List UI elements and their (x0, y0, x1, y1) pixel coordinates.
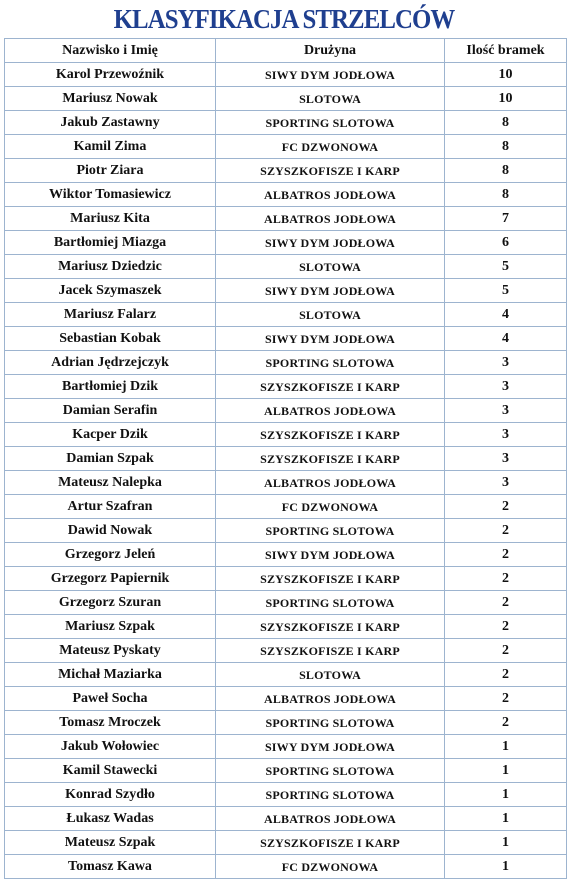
table-row (5, 759, 567, 783)
player-name-cell: Wiktor Tomasiewicz (5, 183, 216, 207)
goal-count-cell: 2 (445, 519, 567, 543)
goal-count-cell: 5 (445, 255, 567, 279)
player-name-cell: Sebastian Kobak (5, 327, 216, 351)
column-header-name: Nazwisko i Imię (5, 39, 216, 63)
table-body (5, 63, 567, 879)
table-row (5, 207, 567, 231)
table-row (5, 687, 567, 711)
player-name-cell: Artur Szafran (5, 495, 216, 519)
team-name-cell: SPORTING SLOTOWA (216, 759, 445, 783)
team-name-cell: SPORTING SLOTOWA (216, 111, 445, 135)
goal-count-cell: 8 (445, 159, 567, 183)
table-row (5, 351, 567, 375)
player-name-cell: Piotr Ziara (5, 159, 216, 183)
goal-count-cell: 2 (445, 687, 567, 711)
goal-count-cell: 4 (445, 327, 567, 351)
table-row (5, 495, 567, 519)
table-row (5, 87, 567, 111)
team-name-cell: SZYSZKOFISZE I KARP (216, 375, 445, 399)
table-row (5, 735, 567, 759)
table-row (5, 471, 567, 495)
player-name-cell: Bartłomiej Dzik (5, 375, 216, 399)
team-name-cell: SLOTOWA (216, 255, 445, 279)
player-name-cell: Konrad Szydło (5, 783, 216, 807)
goal-count-cell: 3 (445, 351, 567, 375)
team-name-cell: SIWY DYM JODŁOWA (216, 279, 445, 303)
goal-count-cell: 2 (445, 591, 567, 615)
goal-count-cell: 2 (445, 639, 567, 663)
player-name-cell: Michał Maziarka (5, 663, 216, 687)
team-name-cell: SZYSZKOFISZE I KARP (216, 447, 445, 471)
team-name-cell: FC DZWONOWA (216, 495, 445, 519)
table-row (5, 183, 567, 207)
goal-count-cell: 10 (445, 87, 567, 111)
table-header-row (5, 39, 567, 63)
table-row (5, 255, 567, 279)
goal-count-cell: 5 (445, 279, 567, 303)
table-row (5, 711, 567, 735)
player-name-cell: Mateusz Pyskaty (5, 639, 216, 663)
player-name-cell: Kamil Stawecki (5, 759, 216, 783)
team-name-cell: SPORTING SLOTOWA (216, 591, 445, 615)
player-name-cell: Mateusz Szpak (5, 831, 216, 855)
goal-count-cell: 4 (445, 303, 567, 327)
team-name-cell: SPORTING SLOTOWA (216, 519, 445, 543)
table-row (5, 135, 567, 159)
player-name-cell: Karol Przewoźnik (5, 63, 216, 87)
team-name-cell: FC DZWONOWA (216, 855, 445, 879)
player-name-cell: Jacek Szymaszek (5, 279, 216, 303)
goal-count-cell: 1 (445, 855, 567, 879)
goal-count-cell: 2 (445, 543, 567, 567)
team-name-cell: SZYSZKOFISZE I KARP (216, 639, 445, 663)
player-name-cell: Grzegorz Szuran (5, 591, 216, 615)
player-name-cell: Grzegorz Papiernik (5, 567, 216, 591)
team-name-cell: SZYSZKOFISZE I KARP (216, 567, 445, 591)
goal-count-cell: 2 (445, 615, 567, 639)
table-row (5, 543, 567, 567)
table-row (5, 111, 567, 135)
player-name-cell: Paweł Socha (5, 687, 216, 711)
table-row (5, 663, 567, 687)
table-row (5, 639, 567, 663)
team-name-cell: SZYSZKOFISZE I KARP (216, 159, 445, 183)
team-name-cell: SZYSZKOFISZE I KARP (216, 423, 445, 447)
player-name-cell: Damian Szpak (5, 447, 216, 471)
player-name-cell: Mariusz Falarz (5, 303, 216, 327)
goal-count-cell: 3 (445, 399, 567, 423)
team-name-cell: SPORTING SLOTOWA (216, 351, 445, 375)
goal-count-cell: 3 (445, 447, 567, 471)
team-name-cell: SIWY DYM JODŁOWA (216, 231, 445, 255)
table-row (5, 399, 567, 423)
goal-count-cell: 3 (445, 471, 567, 495)
goal-count-cell: 2 (445, 711, 567, 735)
table-row (5, 375, 567, 399)
goal-count-cell: 3 (445, 375, 567, 399)
team-name-cell: SIWY DYM JODŁOWA (216, 327, 445, 351)
goal-count-cell: 3 (445, 423, 567, 447)
table-row (5, 519, 567, 543)
team-name-cell: ALBATROS JODŁOWA (216, 471, 445, 495)
team-name-cell: SLOTOWA (216, 303, 445, 327)
goal-count-cell: 8 (445, 135, 567, 159)
table-row (5, 231, 567, 255)
column-header-team: Drużyna (216, 39, 445, 63)
table-row (5, 855, 567, 879)
player-name-cell: Kamil Zima (5, 135, 216, 159)
goal-count-cell: 2 (445, 495, 567, 519)
team-name-cell: SZYSZKOFISZE I KARP (216, 615, 445, 639)
goal-count-cell: 1 (445, 831, 567, 855)
table-row (5, 831, 567, 855)
table-row (5, 159, 567, 183)
team-name-cell: SIWY DYM JODŁOWA (216, 63, 445, 87)
player-name-cell: Tomasz Kawa (5, 855, 216, 879)
goal-count-cell: 8 (445, 183, 567, 207)
goal-count-cell: 1 (445, 783, 567, 807)
goal-count-cell: 2 (445, 567, 567, 591)
player-name-cell: Mariusz Nowak (5, 87, 216, 111)
team-name-cell: SLOTOWA (216, 87, 445, 111)
player-name-cell: Mariusz Dziedzic (5, 255, 216, 279)
team-name-cell: FC DZWONOWA (216, 135, 445, 159)
player-name-cell: Dawid Nowak (5, 519, 216, 543)
goal-count-cell: 10 (445, 63, 567, 87)
player-name-cell: Mariusz Szpak (5, 615, 216, 639)
table-row (5, 567, 567, 591)
player-name-cell: Tomasz Mroczek (5, 711, 216, 735)
table-row (5, 591, 567, 615)
team-name-cell: SLOTOWA (216, 663, 445, 687)
table-row (5, 279, 567, 303)
table-row (5, 63, 567, 87)
player-name-cell: Adrian Jędrzejczyk (5, 351, 216, 375)
goal-count-cell: 1 (445, 807, 567, 831)
goal-count-cell: 2 (445, 663, 567, 687)
team-name-cell: ALBATROS JODŁOWA (216, 399, 445, 423)
team-name-cell: SIWY DYM JODŁOWA (216, 735, 445, 759)
team-name-cell: SZYSZKOFISZE I KARP (216, 831, 445, 855)
goal-count-cell: 1 (445, 759, 567, 783)
player-name-cell: Jakub Wołowiec (5, 735, 216, 759)
player-name-cell: Kacper Dzik (5, 423, 216, 447)
goal-count-cell: 6 (445, 231, 567, 255)
column-header-goals: Ilość bramek (445, 39, 567, 63)
player-name-cell: Łukasz Wadas (5, 807, 216, 831)
goal-count-cell: 8 (445, 111, 567, 135)
table-row (5, 447, 567, 471)
team-name-cell: SIWY DYM JODŁOWA (216, 543, 445, 567)
team-name-cell: ALBATROS JODŁOWA (216, 207, 445, 231)
goal-count-cell: 7 (445, 207, 567, 231)
team-name-cell: ALBATROS JODŁOWA (216, 807, 445, 831)
table-row (5, 615, 567, 639)
table-row (5, 327, 567, 351)
team-name-cell: ALBATROS JODŁOWA (216, 183, 445, 207)
table-row (5, 303, 567, 327)
table-row (5, 423, 567, 447)
scorers-table (4, 38, 567, 879)
team-name-cell: ALBATROS JODŁOWA (216, 687, 445, 711)
page-title: KLASYFIKACJA STRZELCÓW (113, 4, 455, 34)
player-name-cell: Grzegorz Jeleń (5, 543, 216, 567)
team-name-cell: SPORTING SLOTOWA (216, 711, 445, 735)
player-name-cell: Bartłomiej Miazga (5, 231, 216, 255)
goal-count-cell: 1 (445, 735, 567, 759)
player-name-cell: Damian Serafin (5, 399, 216, 423)
player-name-cell: Jakub Zastawny (5, 111, 216, 135)
team-name-cell: SPORTING SLOTOWA (216, 783, 445, 807)
table-row (5, 807, 567, 831)
table-row (5, 783, 567, 807)
player-name-cell: Mateusz Nalepka (5, 471, 216, 495)
player-name-cell: Mariusz Kita (5, 207, 216, 231)
